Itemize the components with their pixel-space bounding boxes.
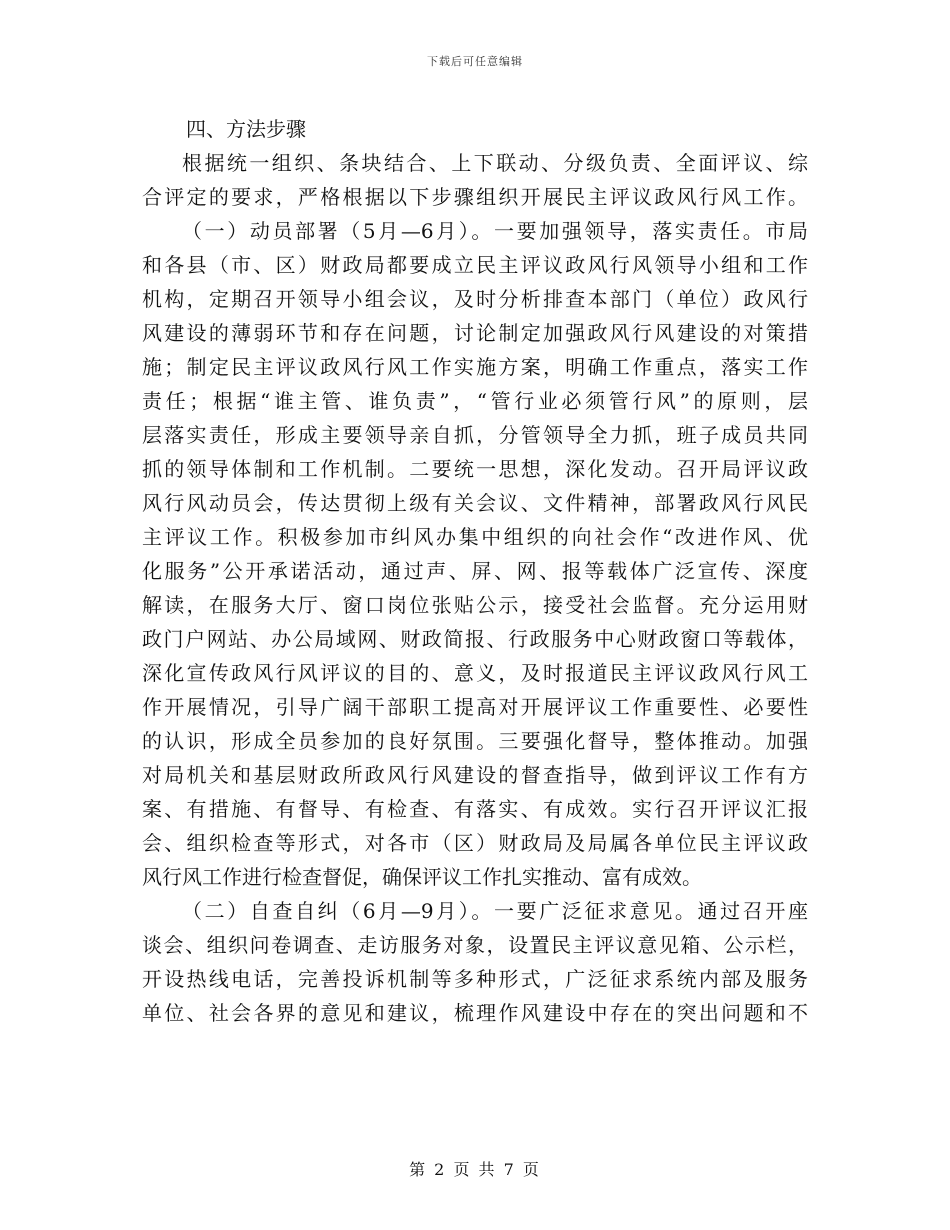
- page-footer: 第 2 页 共 7 页: [409, 1160, 541, 1179]
- text-line: 风行风动员会，传达贯彻上级有关会议、文件精神，部署政风行风民: [142, 491, 808, 515]
- text-line: 的认识，形成全员参加的良好氛围。三要强化督导，整体推动。加强: [142, 729, 808, 753]
- text-line: 案、有措施、有督导、有检查、有落实、有成效。实行召开评议汇报: [142, 797, 808, 821]
- text-line: 化服务”公开承诺活动，通过声、屏、网、报等载体广泛宣传、深度: [142, 559, 808, 583]
- text-line: 深化宣传政风行风评议的目的、意义，及时报道民主评议政风行风工: [142, 661, 808, 685]
- text-line: 层落实责任，形成主要领导亲自抓，分管领导全力抓，班子成员共同: [142, 423, 808, 447]
- text-line: 抓的领导体制和工作机制。二要统一思想，深化发动。召开局评议政: [142, 457, 808, 481]
- text-line: 和各县（市、区）财政局都要成立民主评议政风行风领导小组和工作: [142, 253, 808, 277]
- text-line: （一）动员部署（5月—6月）。一要加强领导，落实责任。市局: [182, 219, 808, 243]
- document-body: [142, 112, 808, 1030]
- text-line: 政门户网站、办公局域网、财政简报、行政服务中心财政窗口等载体，: [142, 627, 808, 651]
- text-line: 根据统一组织、条块结合、上下联动、分级负责、全面评议、综: [182, 151, 808, 175]
- text-line: 风行风工作进行检查督促，确保评议工作扎实推动、富有成效。: [142, 865, 702, 889]
- text-line: 开设热线电话，完善投诉机制等多种形式，广泛征求系统内部及服务: [142, 967, 808, 991]
- text-line: 合评定的要求，严格根据以下步骤组织开展民主评议政风行风工作。: [142, 185, 808, 209]
- text-line: 责任；根据“谁主管、谁负责”，“管行业必须管行风”的原则，层: [142, 389, 808, 413]
- section-heading: 四、方法步骤: [186, 117, 306, 141]
- page-header: 下载后可任意编辑: [427, 55, 523, 68]
- text-line: 对局机关和基层财政所政风行风建设的督查指导，做到评议工作有方: [142, 763, 808, 787]
- text-line: 施；制定民主评议政风行风工作实施方案，明确工作重点，落实工作: [142, 355, 808, 379]
- text-line: 解读，在服务大厅、窗口岗位张贴公示，接受社会监督。充分运用财: [142, 593, 808, 617]
- text-line: 单位、社会各界的意见和建议，梳理作风建设中存在的突出问题和不: [142, 1001, 808, 1025]
- text-line: 会、组织检查等形式，对各市（区）财政局及局属各单位民主评议政: [142, 831, 808, 855]
- text-line: 谈会、组织问卷调查、走访服务对象，设置民主评议意见箱、公示栏，: [142, 933, 808, 957]
- text-line: 机构，定期召开领导小组会议，及时分析排查本部门（单位）政风行: [142, 287, 808, 311]
- text-line: 作开展情况，引导广阔干部职工提高对开展评议工作重要性、必要性: [142, 695, 808, 719]
- text-line: 风建设的薄弱环节和存在问题，讨论制定加强政风行风建设的对策措: [142, 321, 808, 345]
- text-line: （二）自查自纠（6月—9月）。一要广泛征求意见。通过召开座: [182, 899, 808, 923]
- text-line: 主评议工作。积极参加市纠风办集中组织的向社会作“改进作风、优: [142, 525, 808, 549]
